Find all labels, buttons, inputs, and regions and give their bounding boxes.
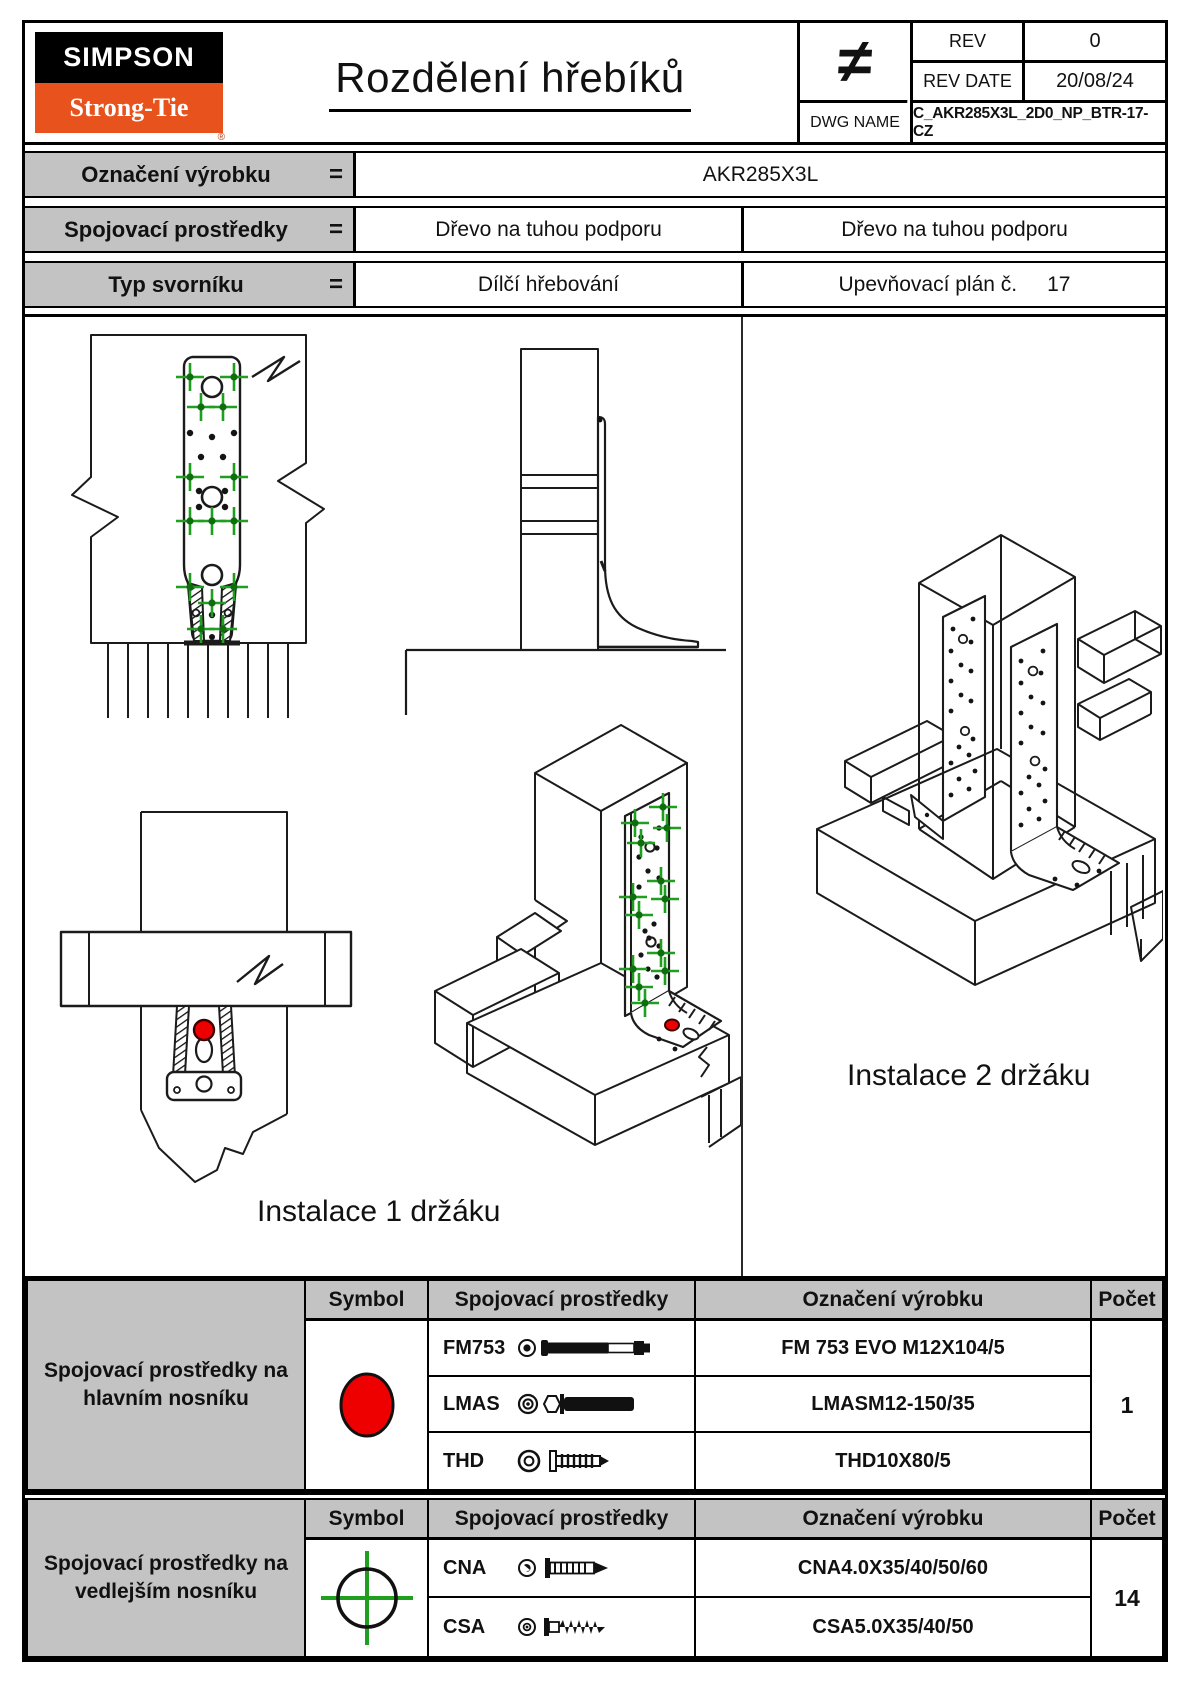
- title-wrap: [223, 23, 797, 142]
- fasteners-value-left: Dřevo na tuhou podporu: [356, 208, 744, 251]
- fastener-code: CSA: [443, 1615, 486, 1638]
- fasteners-header: Spojovací prostředky: [429, 1281, 696, 1321]
- install1-label: Instalace 1 držáku: [257, 1195, 501, 1228]
- secondary-beam-count: 14: [1092, 1540, 1162, 1656]
- machine-bolt-icon: [517, 1330, 665, 1366]
- red-dot-marker: [306, 1321, 429, 1489]
- bolt-type-value: Dílčí hřebování: [356, 263, 744, 306]
- fastener-row: [429, 1321, 696, 1377]
- equals-sign: =: [328, 160, 343, 188]
- equals-sign: =: [328, 270, 343, 298]
- count-header: Počet: [1092, 1500, 1162, 1540]
- fasteners-label: Spojovací prostředky: [64, 216, 288, 242]
- fastener-row: [429, 1377, 696, 1433]
- product-header: Označení výrobku: [696, 1281, 1092, 1321]
- product-value: LMASM12-150/35: [696, 1377, 1092, 1433]
- isometric-install2-drawing: [793, 499, 1163, 1059]
- ring-nail-icon: [517, 1550, 665, 1586]
- main-beam-count: 1: [1092, 1321, 1162, 1489]
- bolt-type-label: Typ svorníku: [108, 271, 244, 297]
- green-crosshair-icon: [311, 1543, 423, 1653]
- sheet-header: [25, 23, 1165, 145]
- main-beam-fastener-table: [25, 1279, 1165, 1492]
- drawing-area: [25, 317, 1165, 1276]
- product-value: CSA5.0X35/40/50: [696, 1598, 1092, 1656]
- product-header: Označení výrobku: [696, 1500, 1092, 1540]
- fastener-code: FM753: [443, 1336, 506, 1359]
- fastener-code: CNA: [443, 1556, 487, 1579]
- page-title: Rozdělení hřebíků: [329, 54, 690, 112]
- red-dot-icon: [332, 1365, 402, 1445]
- symbol-header: Symbol: [306, 1281, 429, 1321]
- wood-screw-icon: [517, 1609, 665, 1645]
- main-beam-row-label: Spojovací prostředky na hlavním nosníku: [28, 1281, 306, 1489]
- fastener-tables: [25, 1276, 1165, 1659]
- fastener-row: [429, 1433, 696, 1489]
- fastener-code: LMAS: [443, 1392, 500, 1415]
- lag-bolt-icon: [517, 1386, 665, 1422]
- info-row-bolt-type: [25, 261, 1165, 308]
- product-value: THD10X80/5: [696, 1433, 1092, 1489]
- product-label: Označení výrobku: [81, 161, 271, 187]
- rev-date-value: 20/08/24: [1022, 63, 1165, 103]
- fasteners-value-right: Dřevo na tuhou podporu: [841, 217, 1068, 241]
- info-row-fasteners: [25, 206, 1165, 253]
- fastener-code: THD: [443, 1449, 485, 1472]
- threaded-rod-icon: [517, 1443, 665, 1479]
- install2-label: Instalace 2 držáku: [847, 1059, 1091, 1092]
- sheet-frame: [22, 20, 1168, 1662]
- logo-strongtie: Strong-Tie: [35, 83, 223, 133]
- rev-value: 0: [1022, 23, 1165, 63]
- fixing-plan-label: Upevňovací plán č.: [838, 272, 1018, 296]
- title-block: [797, 23, 1165, 142]
- fastener-row: [429, 1540, 696, 1598]
- rev-date-label: REV DATE: [910, 63, 1022, 103]
- fastener-row: [429, 1598, 696, 1656]
- product-info-table: [25, 145, 1165, 317]
- dwg-name-value: C_AKR285X3L_2D0_NP_BTR-17-CZ: [910, 103, 1165, 142]
- green-crosshair-marker: [306, 1540, 429, 1656]
- symbol-header: Symbol: [306, 1500, 429, 1540]
- registered-mark: ®: [217, 132, 225, 143]
- bottom-view-drawing: [49, 742, 364, 1192]
- not-equal-icon: ≠: [797, 23, 913, 103]
- secondary-beam-fastener-table: [25, 1498, 1165, 1659]
- simpson-strongtie-logo: [35, 32, 225, 143]
- isometric-install1-drawing: [369, 695, 741, 1195]
- product-value: FM 753 EVO M12X104/5: [696, 1321, 1092, 1377]
- info-row-product: [25, 151, 1165, 198]
- rev-label: REV: [910, 23, 1022, 63]
- dwg-name-label: DWG NAME: [810, 113, 900, 131]
- fixing-plan-number: 17: [1047, 272, 1071, 296]
- logo-simpson: SIMPSON: [35, 32, 223, 83]
- side-view-drawing: [376, 325, 726, 715]
- front-view-drawing: [56, 325, 366, 720]
- product-value: AKR285X3L: [702, 162, 819, 186]
- equals-sign: =: [328, 215, 343, 243]
- count-header: Počet: [1092, 1281, 1162, 1321]
- secondary-beam-row-label: Spojovací prostředky na vedlejším nosníku: [28, 1500, 306, 1656]
- product-value: CNA4.0X35/40/50/60: [696, 1540, 1092, 1598]
- fasteners-header: Spojovací prostředky: [429, 1500, 696, 1540]
- panel-divider: [741, 317, 743, 1276]
